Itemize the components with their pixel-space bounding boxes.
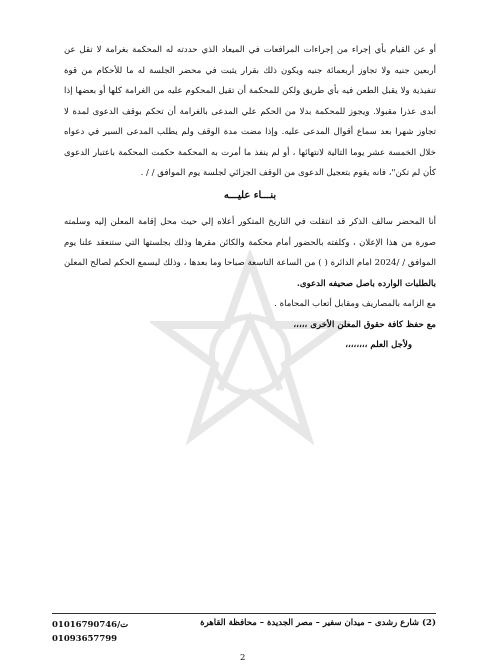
footer-phones	[52, 618, 128, 646]
paragraph-penalty: أو عن القيام بأي إجراء من إجراءات المرافعات في الميعاد الذي حددته له المحكمة بغرامة لا تقل عن أربعين جنيه ولا تجاوز أربعمائة جنيه ويكون ذلك بقرار يثبت في محضر الجلسة له ما للأحكام من قوة تنفيذية ولا يقبل الطعن فيه بأي طريق ولكن للمحكمة أن تقيل المحكوم عليه من الغرامة كلها أو بعضها إذا أبدى عذرا مقبولا. ويجوز للمحكمة بدلا من الحكم علي المدعى بالغرامة أن تحكم بوقف الدعوى لمدة لا تجاوز شهرا بعد سماع أقوال المدعى عليه. وإذا مضت مدة الوقف ولم يطلب المدعى السير في دعواه خلال الخمسة عشر يوما التالية لانتهائها ، أو لم ينفذ ما أمرت به المحكمة حكمت المحكمة باعتبار الدعوى كأن لم تكن"، فانه يقوم بتعجيل الدعوى من الوقف الجزائي لجلسة يوم الموافق / / .	[64, 45, 436, 178]
closing-knowledge: ولأجل العلم ،،،،،،،،	[345, 340, 412, 350]
paragraph-summons-claims: بالطلبات الوارده باصل صحيفه الدعوى.	[296, 278, 436, 289]
section-heading: بنـــاء عليـــه	[223, 189, 277, 201]
paragraph-summons	[64, 212, 436, 294]
document-body	[64, 40, 436, 356]
paragraph-costs: مع الزامه بالمصاريف ومقابل أتعاب المحاماة .	[274, 299, 436, 309]
closing-rights: مع حفظ كافة حقوق المعلن الأخرى ،،،،،	[293, 319, 436, 330]
footer-address: (2) شارع رشدى – ميدان سفير – مصر الجديدة – محافظة القاهرة	[200, 618, 436, 628]
page-footer	[52, 613, 436, 644]
paragraph-summons-text: أنا المحضر سالف الذكر قد انتقلت في التاريخ المتكور أعلاه إلي حيث محل إقامة المعلن إليه وسلمته صورة من هذا الإعلان ، وكلفته بالحضور أمام محكمة والكائن مقرها وذلك بجلستها التي ستنعقد علنا يوم الموافق / /2024 امام الدائرة ( ) من الساعة التاسعة صباحا وما بعدها ، وذلك ليسمع الحكم لصالح المعلن	[64, 217, 436, 268]
footer-phone-2: 01093657799	[52, 634, 118, 644]
page-number: 2	[240, 653, 246, 663]
footer-phone-1: ت/01016790746	[52, 620, 129, 630]
